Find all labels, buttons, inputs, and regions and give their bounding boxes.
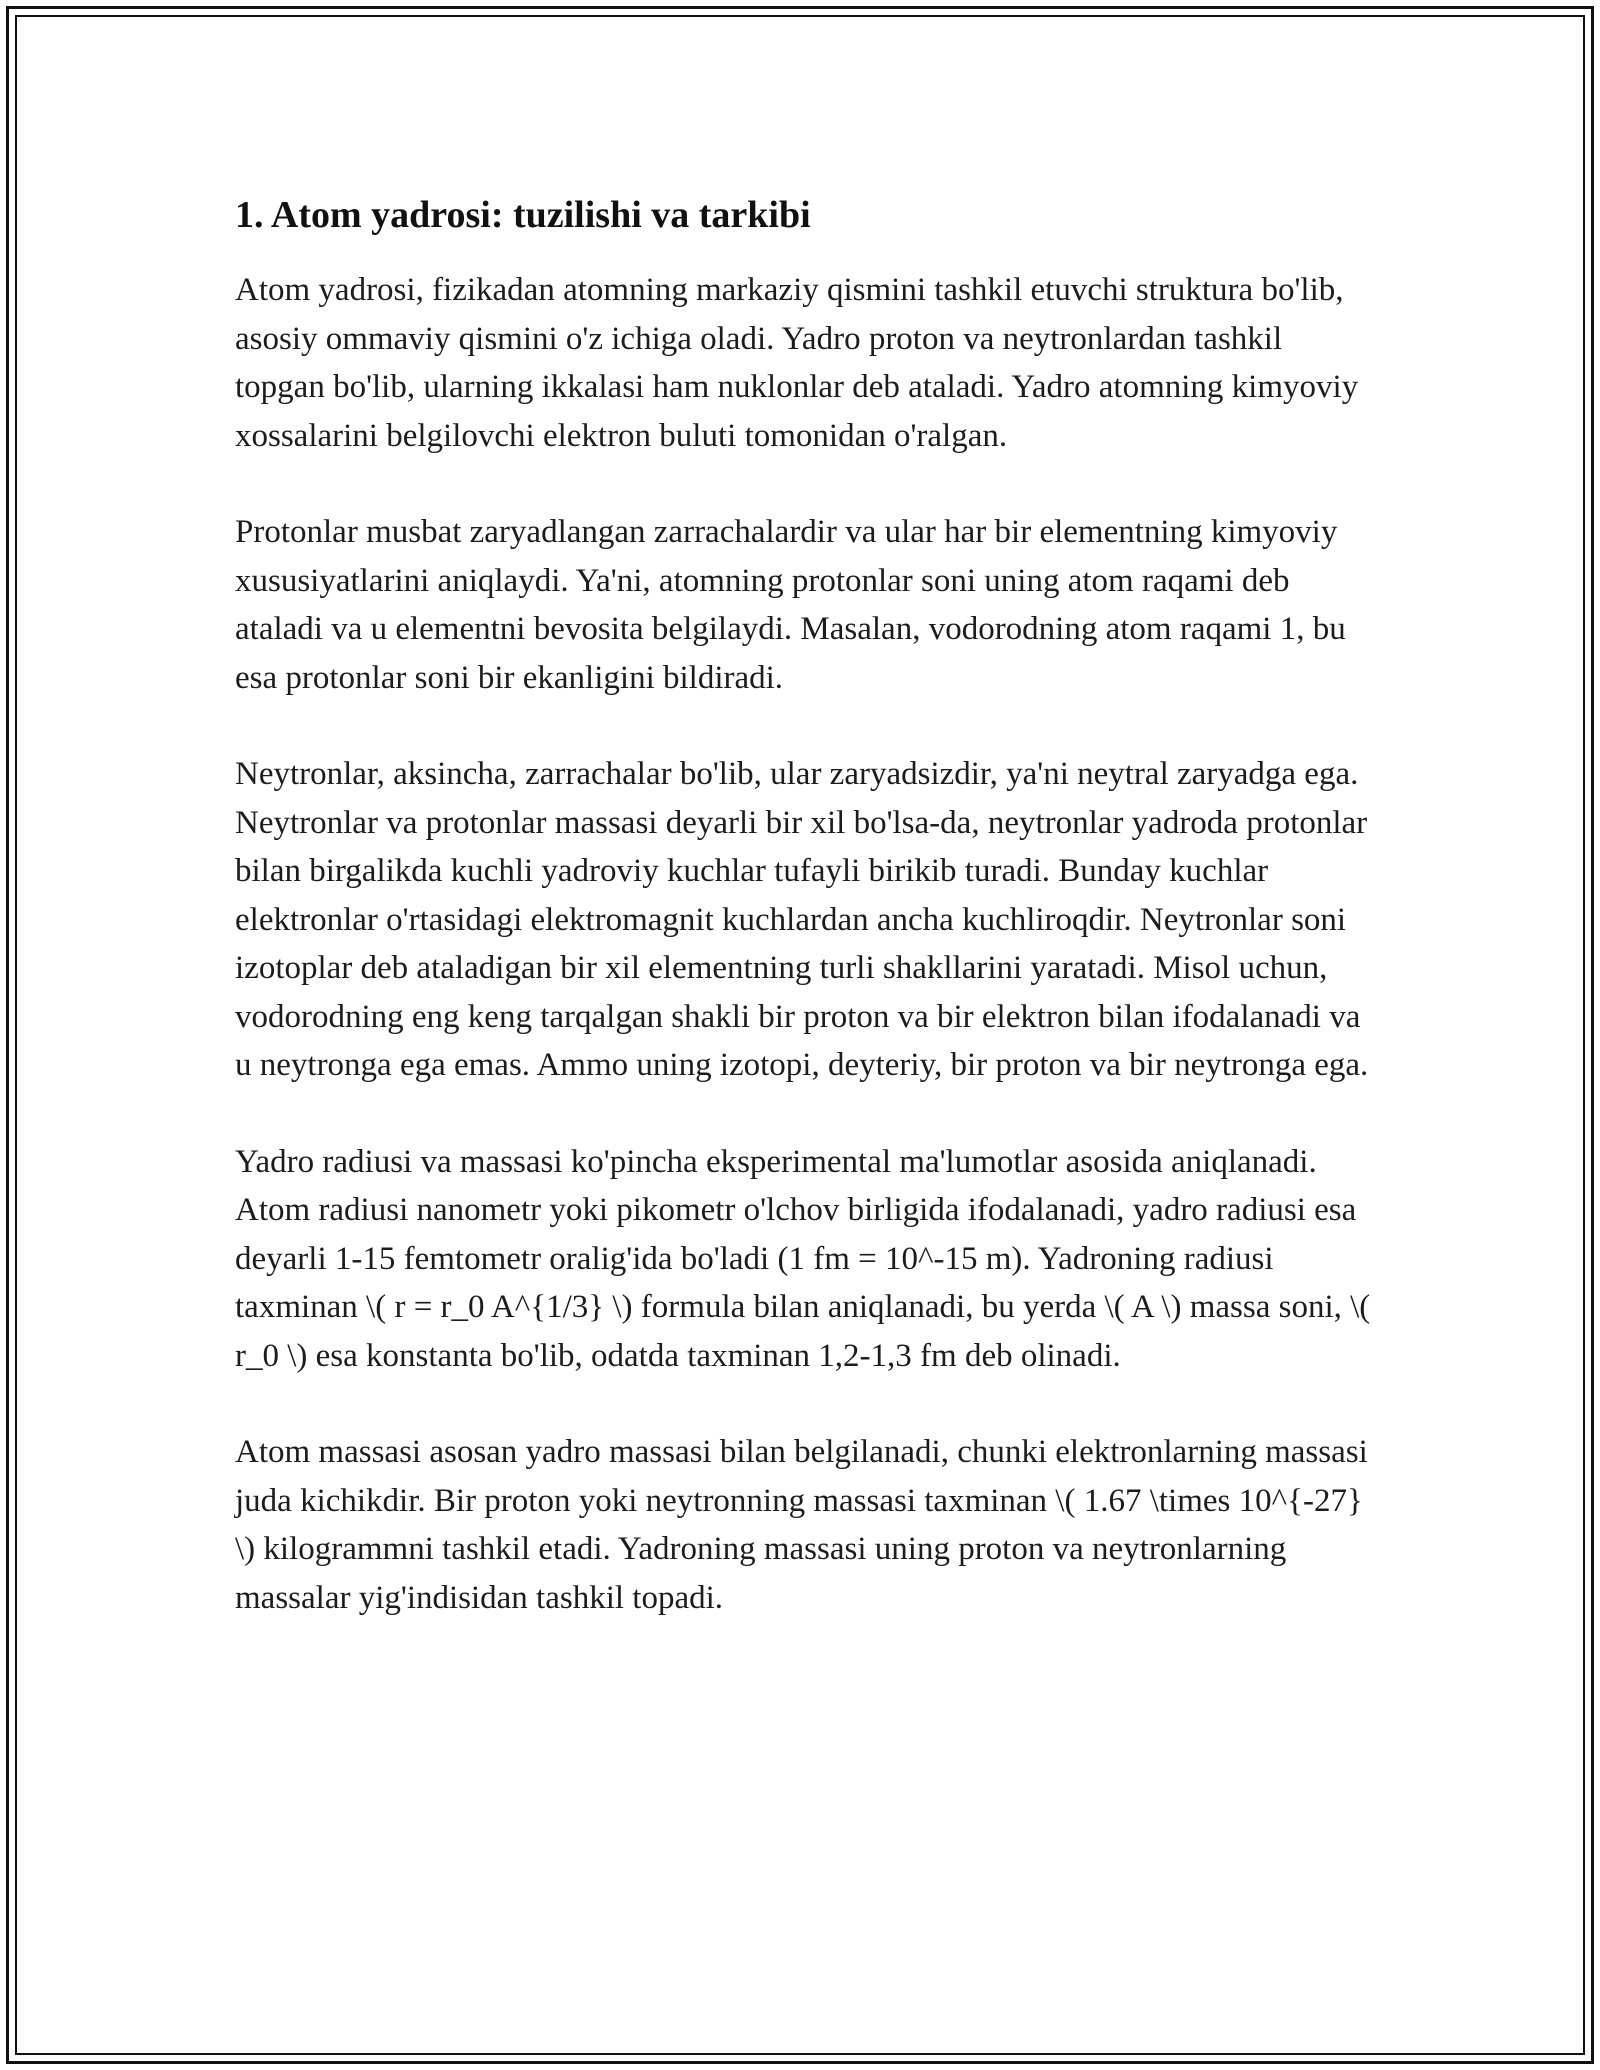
paragraph-atom-nucleus: Atom yadrosi, fizikadan atomning markaziy qismini tashkil etuvchi struktura bo'lib, asosiy ommaviy qismini o'z ichiga oladi. Yadro proton va neytronlardan tashkil topgan bo'lib, ularning ikkalasi ham nuklonlar deb ataladi. Yadro atomning kimyoviy xossalarini belgilovchi elektron buluti tomonidan o'ralgan. (235, 272, 1359, 454)
paragraph-radius: Yadro radiusi va massasi ko'pincha eksperimental ma'lumotlar asosida aniqlanadi. Atom radiusi nanometr yoki pikometr o'lchov birligida ifodalanadi, yadro radiusi esa deyarli 1-15 femtometr oralig'ida bo'ladi (1 fm = 10^-15 m). Yadroning radiusi taxminan \( r = r_0 A^{1/3} \) formula bilan aniqlanadi, bu yerda \( A \) massa soni, \( r_0 \) esa konstanta bo'lib, odatda taxminan 1,2-1,3 fm deb olinadi. (235, 1143, 1371, 1374)
paragraph-mass: Atom massasi asosan yadro massasi bilan belgilanadi, chunki elektronlarning massasi juda kichikdir. Bir proton yoki neytronning massasi taxminan \( 1.67 \times 10^{-27} \) kilogrammni tashkil etadi. Yadroning massasi uning proton va neytronlarning massalar yig'indisidan tashkil topadi. (235, 1434, 1368, 1616)
paragraph-neutrons: Neytronlar, aksincha, zarrachalar bo'lib, ular zaryadsizdir, ya'ni neytral zaryadga ega. Neytronlar va protonlar massasi deyarli bir xil bo'lsa-da, neytronlar yadroda protonlar bilan birgalikda kuchli yadroviy kuchlar tufayli birikib turadi. Bunday kuchlar elektronlar o'rtasidagi elektromagnit kuchlardan ancha kuchliroqdir. Neytronlar soni izotoplar deb ataladigan bir xil elementning turli shakllarini yaratadi. Misol uchun, vodorodning eng keng tarqalgan shakli bir proton va bir elektron bilan ifodalanadi va u neytronga ega emas. Ammo uning izotopi, deyteriy, bir proton va bir neytronga ega. (235, 756, 1369, 1083)
paragraph-protons: Protonlar musbat zaryadlangan zarrachalardir va ular har bir elementning kimyoviy xususiyatlarini aniqlaydi. Ya'ni, atomning protonlar soni uning atom raqami deb ataladi va u elementni bevosita belgilaydi. Masalan, vodorodning atom raqami 1, bu esa protonlar soni bir ekanligini bildiradi. (235, 514, 1346, 696)
section-title: 1. Atom yadrosi: tuzilishi va tarkibi (235, 194, 811, 236)
document-body (235, 188, 1375, 1670)
